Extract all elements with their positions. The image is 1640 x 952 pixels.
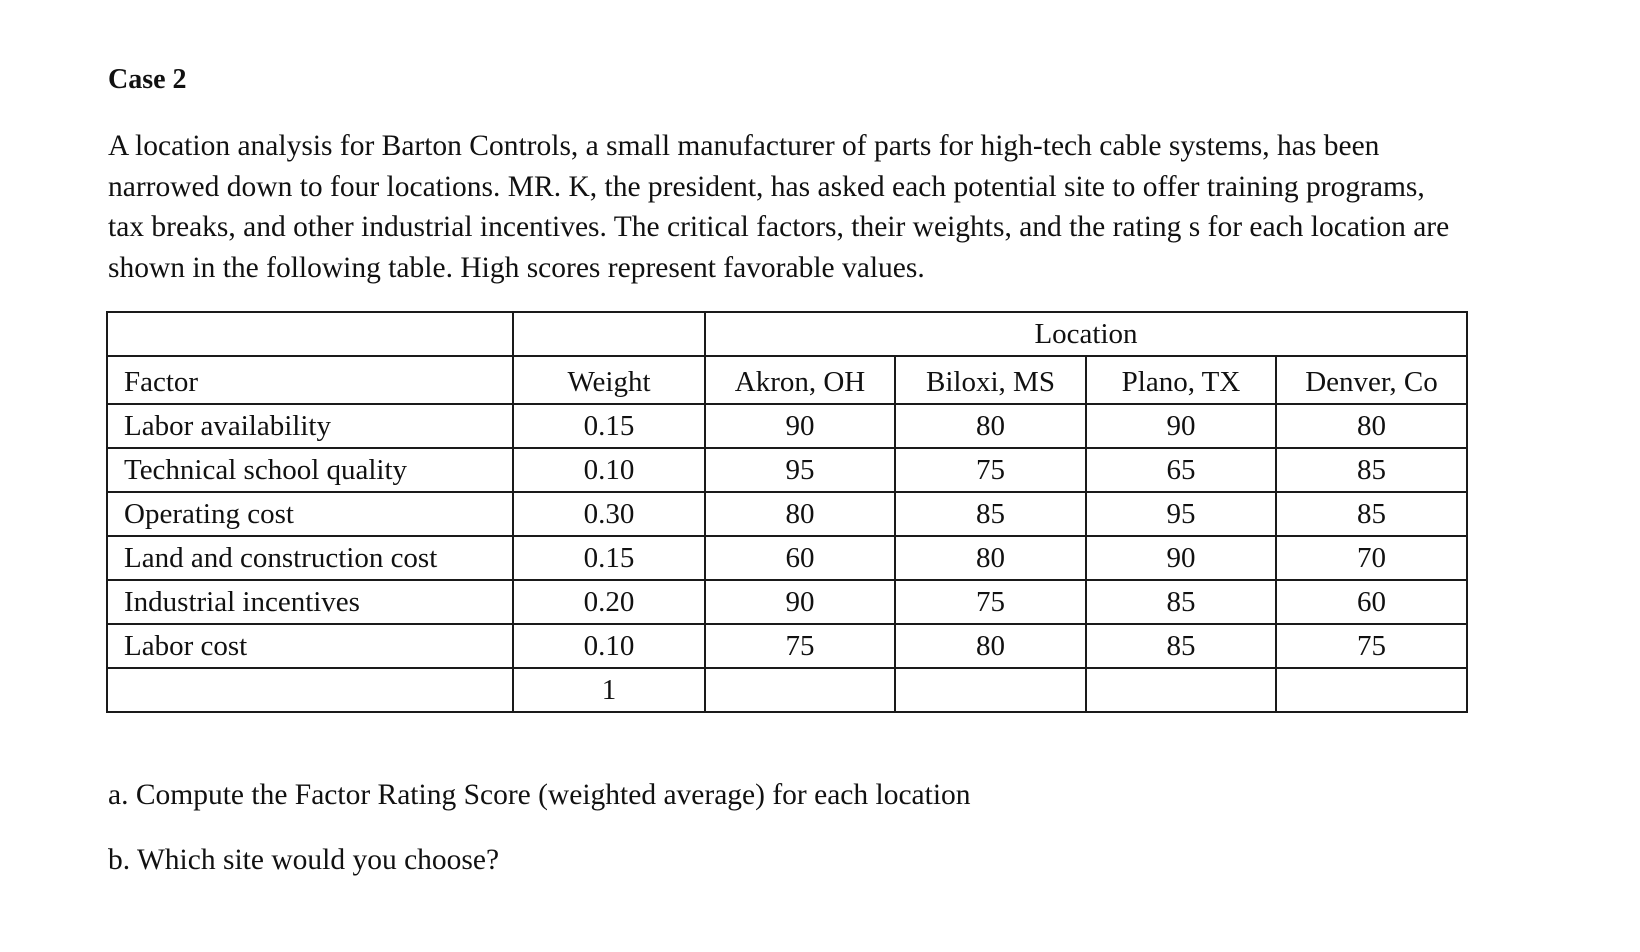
factor-cell: Labor availability: [107, 404, 513, 448]
factor-cell: Land and construction cost: [107, 536, 513, 580]
score-cell: 90: [705, 404, 895, 448]
factor-rating-table: [106, 311, 1468, 713]
score-cell: 85: [1086, 624, 1276, 668]
table-group-header-row: [107, 312, 1467, 356]
score-cell: 95: [1086, 492, 1276, 536]
intro-line: tax breaks, and other industrial incentives. The critical factors, their weights, and the rating s for each location are: [108, 211, 1450, 243]
table-row: [107, 580, 1467, 624]
score-cell: 60: [705, 536, 895, 580]
location-group-header: Location: [705, 312, 1467, 356]
weight-cell: 0.15: [513, 536, 705, 580]
weight-cell: 0.30: [513, 492, 705, 536]
score-cell: [895, 668, 1086, 712]
case-title: Case 2: [108, 64, 187, 95]
weight-cell: 0.10: [513, 624, 705, 668]
score-cell: 60: [1276, 580, 1467, 624]
intro-line: shown in the following table. High scores represent favorable values.: [108, 251, 925, 284]
score-cell: 65: [1086, 448, 1276, 492]
weight-cell: 0.10: [513, 448, 705, 492]
empty-cell: [513, 312, 705, 356]
table-row: [107, 624, 1467, 668]
question-b: b. Which site would you choose?: [108, 844, 500, 876]
intro-line: A location analysis for Barton Controls, a small manufacturer of parts for high-tech cable systems, has been: [108, 130, 1380, 162]
factor-cell: Operating cost: [107, 492, 513, 536]
column-header-factor: Factor: [107, 356, 513, 404]
score-cell: 85: [1086, 580, 1276, 624]
column-header-biloxi: Biloxi, MS: [895, 356, 1086, 404]
intro-paragraph: [108, 126, 1608, 288]
intro-line: narrowed down to four locations. MR. K, the president, has asked each potential site to offer training programs,: [108, 170, 1425, 203]
weight-total-cell: 1: [513, 668, 705, 712]
table-row: [107, 536, 1467, 580]
score-cell: 90: [1086, 536, 1276, 580]
weight-cell: 0.15: [513, 404, 705, 448]
score-cell: 75: [895, 580, 1086, 624]
score-cell: [1086, 668, 1276, 712]
score-cell: 80: [895, 536, 1086, 580]
column-header-weight: Weight: [513, 356, 705, 404]
column-header-denver: Denver, Co: [1276, 356, 1467, 404]
weight-cell: 0.20: [513, 580, 705, 624]
score-cell: [705, 668, 895, 712]
score-cell: 95: [705, 448, 895, 492]
score-cell: 75: [895, 448, 1086, 492]
score-cell: 80: [895, 624, 1086, 668]
score-cell: 80: [1276, 404, 1467, 448]
table-row: [107, 492, 1467, 536]
factor-cell: Labor cost: [107, 624, 513, 668]
score-cell: 75: [705, 624, 895, 668]
score-cell: 90: [1086, 404, 1276, 448]
table-total-row: [107, 668, 1467, 712]
score-cell: 85: [1276, 492, 1467, 536]
column-header-plano: Plano, TX: [1086, 356, 1276, 404]
empty-cell: [107, 312, 513, 356]
table-row: [107, 404, 1467, 448]
score-cell: 90: [705, 580, 895, 624]
score-cell: 70: [1276, 536, 1467, 580]
column-header-akron: Akron, OH: [705, 356, 895, 404]
factor-cell: [107, 668, 513, 712]
score-cell: 85: [1276, 448, 1467, 492]
score-cell: 85: [895, 492, 1086, 536]
factor-cell: Industrial incentives: [107, 580, 513, 624]
score-cell: [1276, 668, 1467, 712]
table-row: [107, 448, 1467, 492]
question-a: a. Compute the Factor Rating Score (weighted average) for each location: [108, 779, 971, 811]
table-header-row: [107, 356, 1467, 404]
factor-cell: Technical school quality: [107, 448, 513, 492]
score-cell: 75: [1276, 624, 1467, 668]
score-cell: 80: [895, 404, 1086, 448]
score-cell: 80: [705, 492, 895, 536]
